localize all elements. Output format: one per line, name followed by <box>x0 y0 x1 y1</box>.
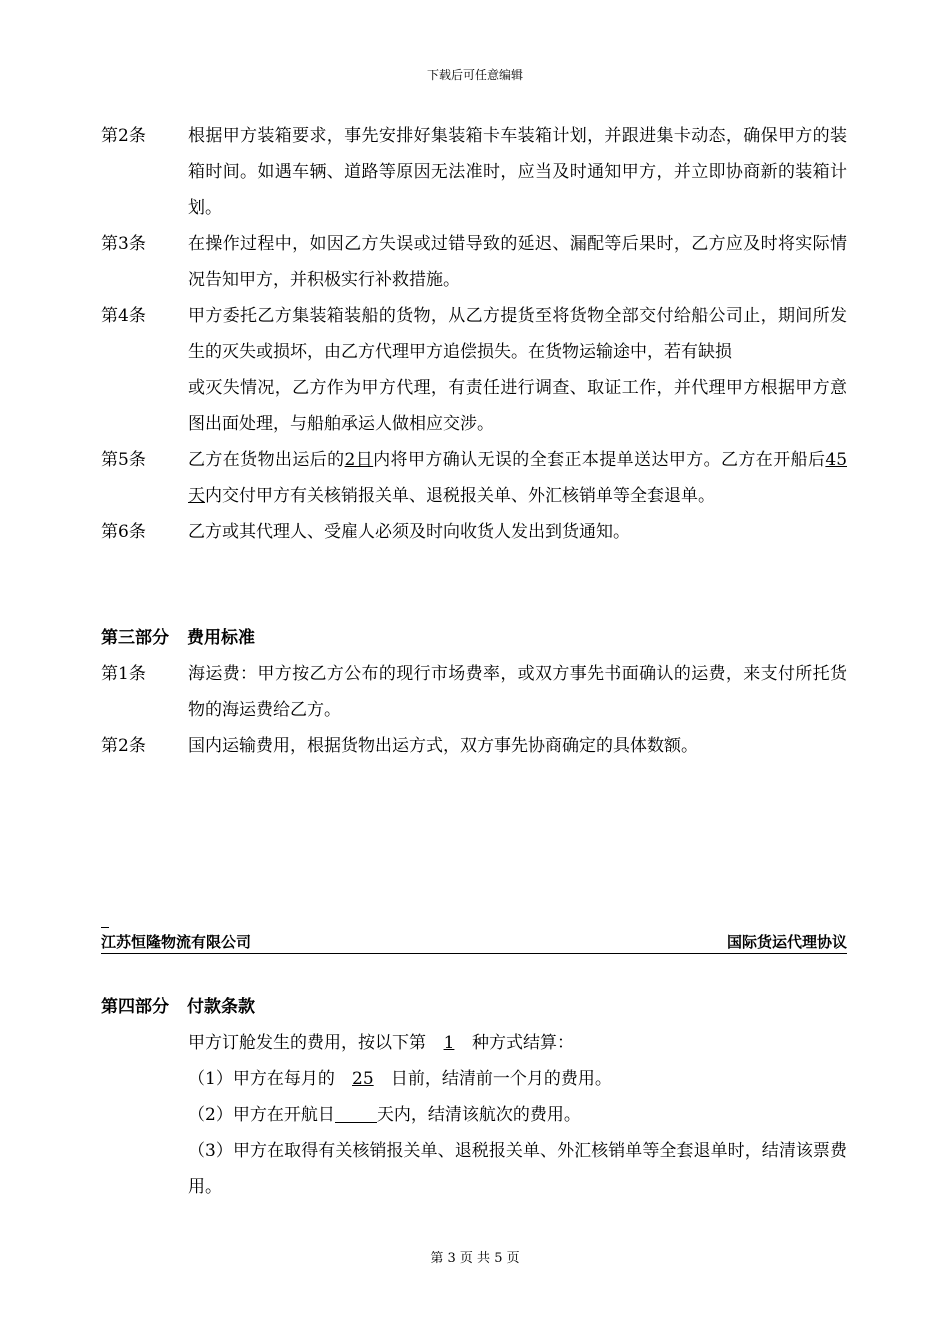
running-header <box>101 931 847 954</box>
text: 内将甲方确认无误的全套正本提单送达甲方。乙方在开船后 <box>373 450 826 470</box>
text: 种方式结算： <box>472 1033 574 1053</box>
payment-option-3 <box>101 1133 847 1205</box>
payment-option-1 <box>101 1061 847 1097</box>
text: （1）甲方在每月的 <box>188 1069 335 1089</box>
blank-field <box>335 1102 377 1123</box>
section-title <box>101 989 847 1025</box>
underlined-days: 2日 <box>344 450 374 470</box>
text: 甲方订舱发生的费用，按以下第 <box>188 1033 426 1053</box>
company-name: 江苏恒隆物流有限公司 <box>101 933 252 951</box>
text: （2）甲方在开航日 <box>188 1105 335 1125</box>
clause <box>101 226 847 298</box>
part3 <box>101 620 847 764</box>
clause <box>101 514 847 550</box>
clause <box>101 442 847 514</box>
clause-number: 第5条 <box>101 450 146 470</box>
clause-text: 乙方或其代理人、受雇人必须及时向收货人发出到货通知。 <box>188 522 630 542</box>
method-number: 1 <box>443 1033 455 1053</box>
clause-text: 或灭失情况，乙方作为甲方代理，有责任进行调查、取证工作，并代理甲方根据甲方意图出面处理，与船舶承运人做相应交涉。 <box>188 378 847 434</box>
clause-text: 国内运输费用，根据货物出运方式，双方事先协商确定的具体数额。 <box>188 736 698 756</box>
clause-text <box>188 442 847 514</box>
payment-intro <box>101 1025 847 1061</box>
clause-text: 根据甲方装箱要求，事先安排好集装箱卡车装箱计划，并跟进集卡动态，确保甲方的装箱时间。如遇车辆、道路等原因无法准时，应当及时通知甲方，并立即协商新的装箱计划。 <box>188 126 847 218</box>
clause-number: 第2条 <box>101 126 146 146</box>
section-name: 费用标准 <box>187 628 255 648</box>
clause <box>101 118 847 226</box>
clause <box>101 728 847 764</box>
text: 内交付甲方有关核销报关单、退税报关单、外汇核销单等全套退单。 <box>205 486 715 506</box>
text: 乙方在货物出运后的 <box>188 450 345 470</box>
section-title <box>101 620 847 656</box>
clause-number: 第6条 <box>101 522 146 542</box>
underlined-days: 45天 <box>188 450 848 506</box>
clause-text: 海运费：甲方按乙方公布的现行市场费率，或双方事先书面确认的运费，来支付所托货物的海运费给乙方。 <box>188 664 847 720</box>
page-footer: 第 3 页 共 5 页 <box>430 1251 520 1266</box>
clause-number: 第4条 <box>101 306 146 326</box>
clause-number: 第3条 <box>101 234 146 254</box>
section-name: 付款条款 <box>187 997 255 1017</box>
section-number: 第四部分 <box>101 997 169 1017</box>
clause-number: 第1条 <box>101 664 146 684</box>
top-note: 下载后可任意编辑 <box>426 68 523 82</box>
settlement-day: 25 <box>352 1069 374 1089</box>
clause-text: 甲方委托乙方集装箱装船的货物，从乙方提货至将货物全部交付给船公司止，期间所发生的灭失或损坏，由乙方代理甲方追偿损失。在货物运输途中，若有缺损 <box>188 306 847 362</box>
text: 天内，结清该航次的费用。 <box>376 1105 581 1125</box>
section-number: 第三部分 <box>101 628 169 648</box>
text: （3）甲方在取得有关核销报关单、退税报关单、外汇核销单等全套退单时，结清该票费用。 <box>188 1141 847 1197</box>
text: 日前，结清前一个月的费用。 <box>390 1069 612 1089</box>
clause-text: 在操作过程中，如因乙方失误或过错导致的延迟、漏配等后果时，乙方应及时将实际情况告知甲方，并积极实行补救措施。 <box>188 234 847 290</box>
payment-option-2 <box>101 1097 847 1133</box>
clause <box>101 298 847 442</box>
document-title: 国际货运代理协议 <box>726 933 847 951</box>
clause <box>101 656 847 728</box>
header-dash <box>101 927 109 928</box>
clause-number: 第2条 <box>101 736 146 756</box>
part4 <box>101 989 847 1205</box>
part2-clauses <box>101 118 847 550</box>
